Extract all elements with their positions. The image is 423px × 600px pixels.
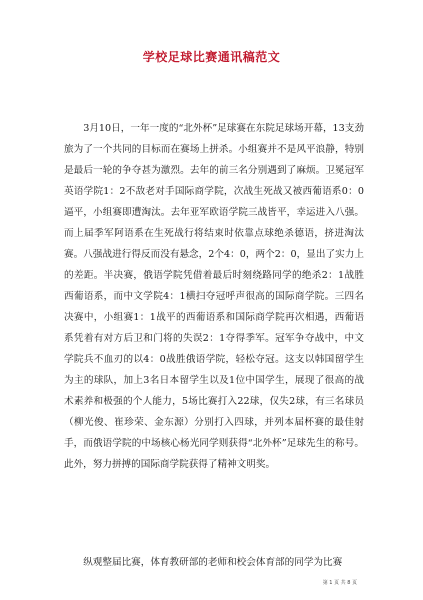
body-paragraph-1 bbox=[64, 118, 364, 475]
paragraph-text: 3月10日，一年一度的“北外杯”足球赛在东院足球场开幕，13支劲旅为了一个共同的目标而在赛场上拼杀。小组赛并不是风平浪静，特别是最后一轮的争夺甚为激烈。去年的前三名分别遇到了麻烦。卫冕冠军英语学院1：2不敌老对手国际商学院，次战生死战又被西葡语系0：0逼平，小组赛即遭淘汰。去年亚军欧语学院三战皆平，幸运进入八强。而上届季军阿语系在生死战行将结束时依靠点球绝杀德语，挤进淘汰赛。八强战进行得反而没有悬念，2个4：0，两个2：0，显出了实力上的差距。半决赛，俄语学院凭借着最后时刻绕路同学的绝杀2：1战胜西葡语系，而中文学院4：1横扫夺冠呼声很高的国际商学院。三四名决赛中，小组赛1：1战平的西葡语系和国际商学院再次相遇，西葡语系凭着有对方后卫和门将的失误2：1夺得季军。冠军争夺战中，中文学院兵不血刃的以4：0战胜俄语学院，轻松夺冠。这支以韩国留学生为主的球队，加上3名日本留学生以及1位中国学生，展现了很高的战术素养和极强的个人能力，5场比赛打入22球，仅失2球，有三名球员（柳光俊、崔珍荣、金东源）分别打入四球，并列本届杯赛的最佳射手，而俄语学院的中场核心杨光同学则获得“北外杯”足球先生的称号。此外，努力拼搏的国际商学院获得了精神文明奖。 bbox=[64, 123, 364, 470]
document-title: 学校足球比赛通讯稿范文 bbox=[142, 50, 281, 64]
page-footer: 第 1 页 共 8 页 bbox=[322, 580, 357, 586]
body-paragraph-2: 纵观整届比赛，体育教研部的老师和校会体育部的同学为比赛 bbox=[83, 557, 343, 568]
